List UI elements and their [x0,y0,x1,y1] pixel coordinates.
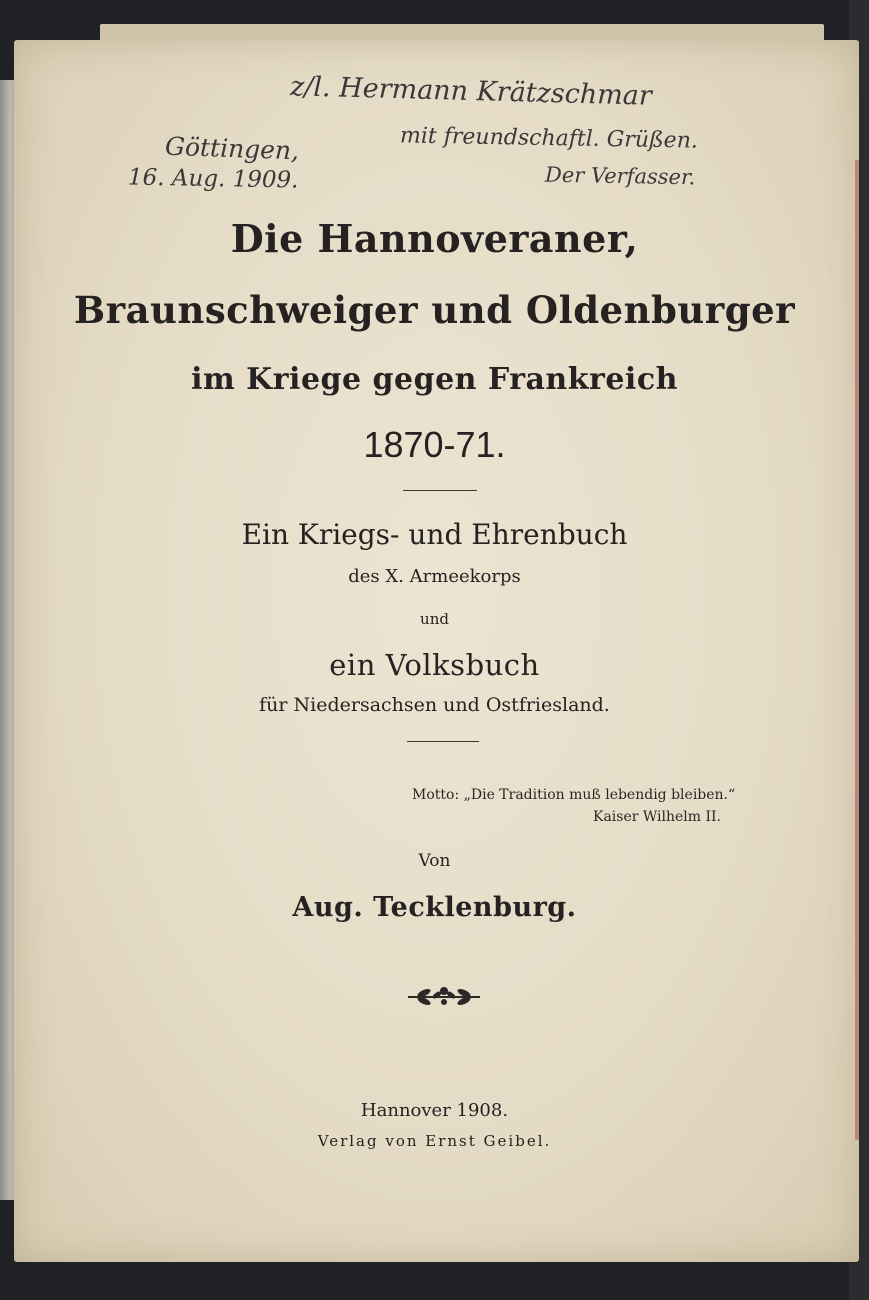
inscription-line-3: Der Verfasser. [544,162,696,190]
title-line-2: Braunschweiger und Oldenburger [73,288,796,332]
subtitle-line-1: Ein Kriegs- und Ehrenbuch [241,518,628,551]
title-line-1: Die Hannoveraner, [230,216,639,261]
subtitle-line-3: ein Volksbuch [329,648,540,682]
divider-top [403,490,477,491]
title-years: 1870-71. [363,424,506,465]
leaf-ornament-icon [404,982,484,1012]
motto-text: Motto: „Die Tradition muß lebendig bleiben.“ [412,787,736,803]
inscription-line-2: mit freundschaftl. Grüßen. [399,123,699,154]
motto-attribution: Kaiser Wilhelm II. [593,809,722,825]
imprint-place-year: Hannover 1908. [360,1100,509,1121]
inscription-place: Göttingen, [164,131,300,166]
subtitle-conj: und [420,610,449,628]
inscription-line-1: z/l. Hermann Krätzschmar [289,71,653,112]
imprint-publisher: Verlag von Ernst Geibel. [317,1132,552,1150]
title-line-3: im Kriege gegen Frankreich [191,362,678,397]
inscription-date: 16. Aug. 1909. [127,164,299,194]
divider-bottom [407,741,479,742]
subtitle-line-4: für Niedersachsen und Ostfriesland. [259,694,610,716]
author-name: Aug. Tecklenburg. [292,892,577,923]
subtitle-line-2: des X. Armeekorps [348,566,521,587]
author-by: Von [418,851,451,871]
